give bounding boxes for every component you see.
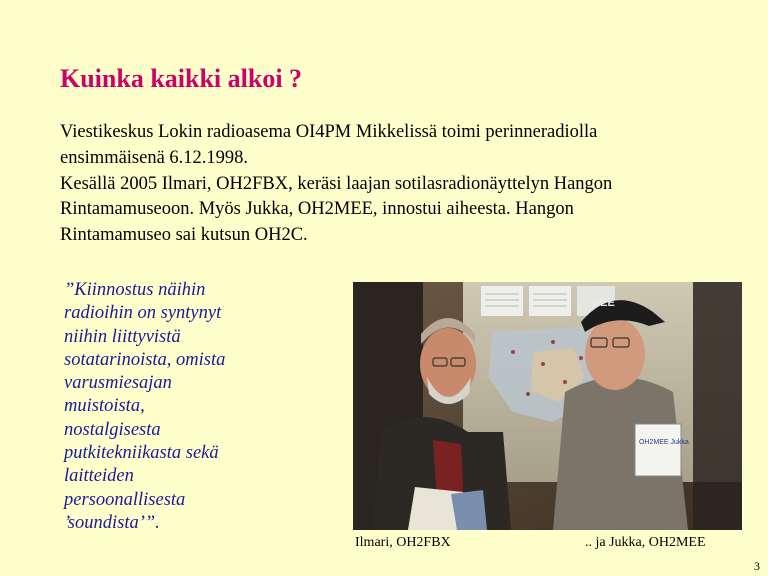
quote-line: ’soundista’”. (64, 512, 160, 533)
caption-right: .. ja Jukka, OH2MEE (585, 535, 706, 550)
body-line: Viestikeskus Lokin radioasema OI4PM Mikkelissä toimi perinneradiolla (60, 122, 598, 142)
body-line: Rintamamuseo sai kutsun OH2C. (60, 225, 308, 246)
body-line: Rintamamuseoon. Myös Jukka, OH2MEE, innostui aiheesta. Hangon (60, 199, 574, 220)
quote (64, 279, 294, 535)
quote-line: niihin liittyvistä (64, 326, 181, 347)
quote-line: putkitekniikasta sekä (64, 443, 219, 464)
slide-title: Kuinka kaikki alkoi ? (60, 64, 303, 93)
quote-line: sotatarinoista, omista (64, 349, 226, 370)
quote-line: muistoista, (64, 396, 145, 417)
cap-text: MEE (591, 297, 615, 309)
body-text (60, 120, 740, 249)
badge-text: OH2MEE Jukka (639, 439, 689, 446)
quote-line: laitteiden (64, 466, 134, 487)
photo-ilmari-and-jukka (353, 282, 742, 530)
body-line: Kesällä 2005 Ilmari, OH2FBX, keräsi laajan sotilasradionäyttelyn Hangon (60, 173, 613, 194)
page-number: 3 (754, 559, 760, 573)
photo-illustration (353, 282, 742, 530)
body-line: ensimmäisenä 6.12.1998. (60, 147, 249, 168)
quote-line: nostalgisesta (64, 419, 161, 440)
caption-left: Ilmari, OH2FBX (355, 535, 451, 550)
quote-line: ”Kiinnostus näihin (64, 280, 206, 300)
quote-line: radioihin on syntynyt (64, 303, 222, 324)
quote-line: persoonallisesta (64, 489, 186, 510)
quote-line: varusmiesajan (64, 373, 172, 394)
